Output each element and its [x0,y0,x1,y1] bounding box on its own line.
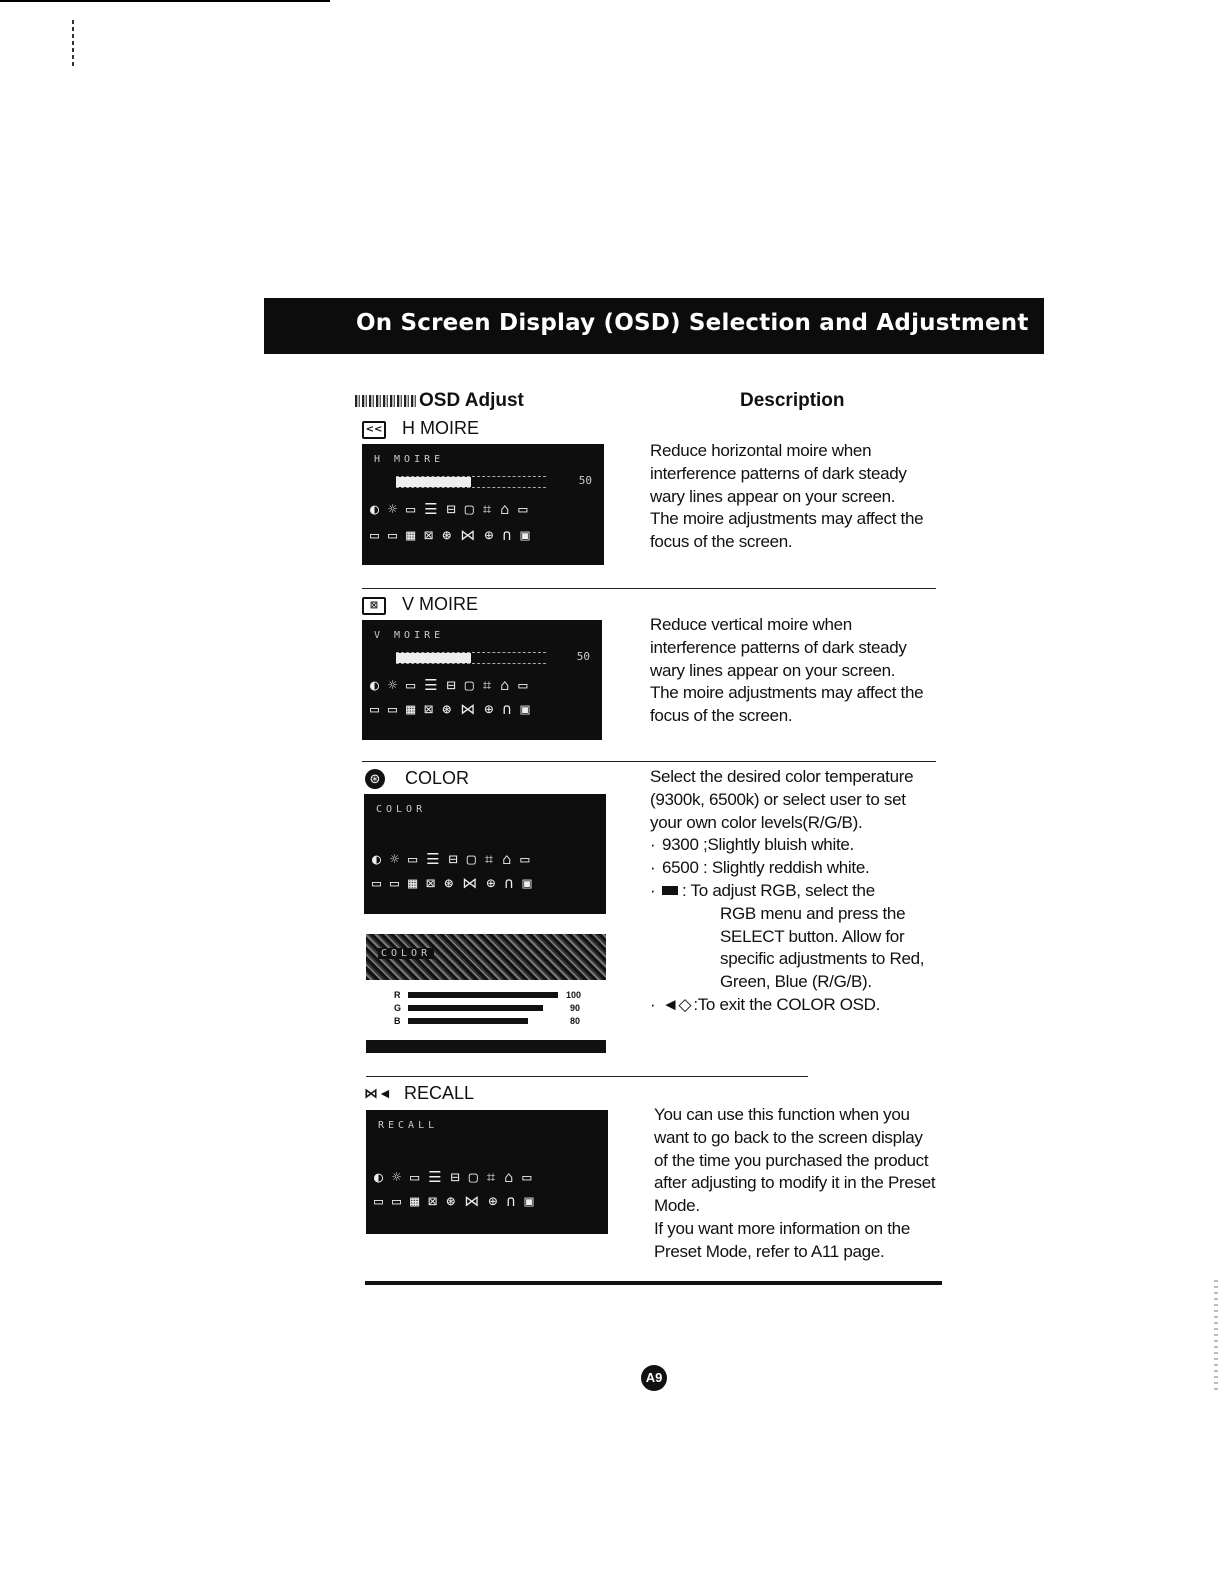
page-number-badge: A9 [641,1365,667,1391]
h-moire-heading [362,418,479,439]
rgb-screen-title: COLOR [378,948,434,959]
rgb-slider-g [394,1003,581,1013]
description-line: interference patterns of dark steady [650,637,907,657]
color-label: COLOR [405,768,470,788]
v-moire-slider [396,652,546,664]
rgb-value: 100 [566,990,582,1000]
h-moire-osd-screen [362,444,604,565]
description-line: Reduce horizontal moire when [650,441,872,460]
section-divider [362,588,936,589]
recall-description [654,1104,949,1264]
description-line: Select the desired color temperature [650,767,914,786]
osd-icon-row: ◐ ☼ ▭ ☰ ⊟ ▢ ⌗ ⌂ ▭ [370,500,528,518]
v-moire-osd-screen [362,620,602,740]
v-moire-icon: ⊠ [362,595,392,615]
description-line: (9300k, 6500k) or select user to set [650,789,906,809]
description-line: SELECT button. Allow for [720,926,905,946]
osd-icon-row: ▭ ▭ ▦ ⊠ ⊛ ⋈ ⊕ ∩ ▣ [374,1192,534,1210]
heading-grain-icon [355,395,417,407]
rgb-label: B [394,1016,401,1026]
recall-icon: ⋈◄ [364,1085,392,1101]
color-heading [365,768,469,789]
description-line: want to go back to the screen display [654,1127,923,1147]
description-line: specific adjustments to Red, [720,949,925,969]
description-line: focus of the screen. [650,532,793,552]
description-line: The moire adjustments may affect the [650,683,924,703]
osd-screen-title: COLOR [376,804,427,815]
recall-osd-screen [366,1110,608,1234]
recall-heading [364,1083,474,1104]
description-line: Mode. [654,1196,700,1216]
description-line: You can use this function when you [654,1105,910,1124]
margin-tick-mark [72,20,74,66]
exit-icon: ◄◇ [662,994,692,1014]
h-moire-value: 50 [578,474,592,487]
osd-screen-title: H MOIRE [374,454,445,465]
section-divider [366,1076,808,1077]
description-line: Preset Mode, refer to A11 page. [654,1241,885,1261]
rgb-slider-r [394,990,582,1000]
description-line: after adjusting to modify it in the Preset [654,1173,936,1193]
rgb-slider-b [394,1016,581,1026]
h-moire-icon: << [362,419,392,439]
description-line: The moire adjustments may affect the [650,509,924,529]
bullet-6500: · 6500 : Slightly reddish white. [650,858,870,878]
description-line: of the time you purchased the product [654,1150,929,1170]
description-line: RGB menu and press the [720,903,906,923]
v-moire-description [650,614,950,728]
osd-screen-title: RECALL [378,1120,439,1131]
osd-adjust-label: OSD Adjust [419,390,524,411]
bullet-user: · : To adjust RGB, select the [650,880,875,900]
osd-icon-row: ▭ ▭ ▦ ⊠ ⊛ ⋈ ⊕ ∩ ▣ [370,526,530,544]
rgb-osd-header [366,934,606,980]
rgb-sliders [394,990,594,1030]
bottom-rule [365,1281,942,1285]
edge-scan-marks [1214,1280,1218,1390]
description-line: focus of the screen. [650,706,793,726]
rgb-screen-footer [366,1040,606,1053]
description-line: Reduce vertical moire when [650,615,852,634]
description-line: If you want more information on the [654,1218,910,1238]
v-moire-label: V MOIRE [402,594,479,614]
rgb-label: R [394,990,401,1000]
rgb-value: 80 [570,1016,581,1026]
osd-icon-row: ◐ ☼ ▭ ☰ ⊟ ▢ ⌗ ⌂ ▭ [374,1168,532,1186]
osd-icon-row: ◐ ☼ ▭ ☰ ⊟ ▢ ⌗ ⌂ ▭ [370,676,528,694]
page-title: On Screen Display (OSD) Selection and Adjustment [356,310,1029,336]
section-divider [362,761,936,762]
recall-label: RECALL [404,1083,475,1103]
osd-icon-row: ◐ ☼ ▭ ☰ ⊟ ▢ ⌗ ⌂ ▭ [372,850,530,868]
description-line: wary lines appear on your screen. [650,660,896,680]
color-icon: ⊛ [365,769,395,789]
osd-icon-row: ▭ ▭ ▦ ⊠ ⊛ ⋈ ⊕ ∩ ▣ [370,700,530,718]
user-icon [662,886,678,895]
bullet-9300: · 9300 ;Slightly bluish white. [650,835,854,855]
osd-screen-title: V MOIRE [374,630,445,641]
color-osd-screen [364,794,606,914]
h-moire-description [650,440,950,554]
osd-icon-row: ▭ ▭ ▦ ⊠ ⊛ ⋈ ⊕ ∩ ▣ [372,874,532,892]
description-line: your own color levels(R/G/B). [650,812,863,832]
top-edge-line [0,0,330,2]
rgb-label: G [394,1003,402,1013]
rgb-value: 90 [570,1003,581,1013]
h-moire-label: H MOIRE [402,418,480,438]
description-line: Green, Blue (R/G/B). [720,972,872,992]
description-line: wary lines appear on your screen. [650,486,896,506]
color-description [650,766,940,1017]
osd-adjust-heading [355,390,524,412]
description-line: interference patterns of dark steady [650,463,907,483]
bullet-exit: · ◄◇ :To exit the COLOR OSD. [650,994,940,1017]
header-banner [264,298,1044,354]
h-moire-slider [396,476,546,488]
v-moire-heading [362,594,478,615]
description-heading: Description [740,390,845,411]
v-moire-value: 50 [576,650,590,663]
